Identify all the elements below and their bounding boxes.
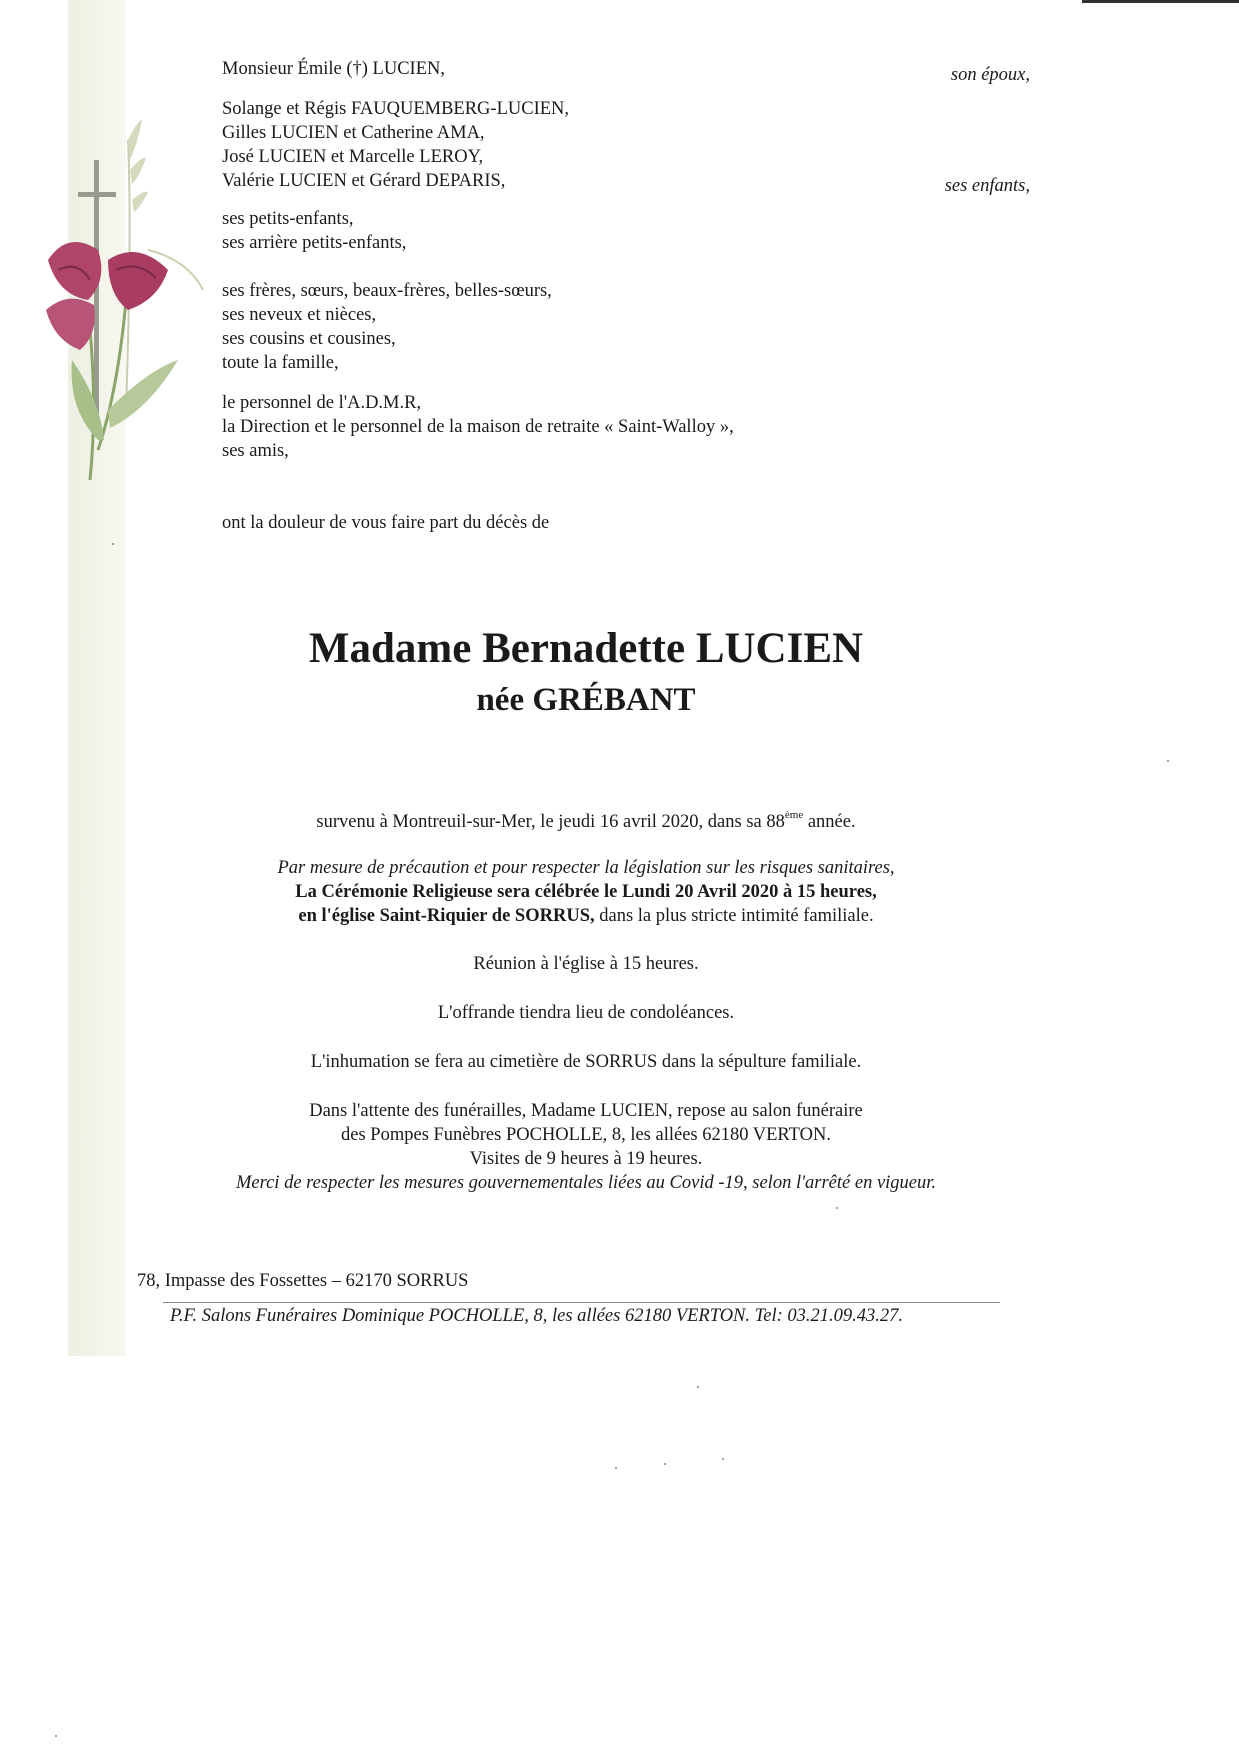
calla-lily-cross-icon — [28, 110, 208, 480]
spouse-name: Monsieur Émile (†) LUCIEN, — [222, 59, 445, 79]
ceremony-line: La Cérémonie Religieuse sera célébrée le Lundi 20 Avril 2020 à 15 heures, — [295, 882, 877, 902]
others-line: la Direction et le personnel de la maison de retraite « Saint-Walloy », — [222, 417, 734, 437]
child-line: José LUCIEN et Marcelle LEROY, — [222, 147, 484, 167]
covid-note: Merci de respecter les mesures gouvernementales liées au Covid -19, selon l'arrêté en vigueur. — [235, 1173, 937, 1193]
family-address: 78, Impasse des Fossettes – 62170 SORRUS — [137, 1271, 469, 1291]
visits-note: Visites de 9 heures à 19 heures. — [469, 1149, 703, 1169]
children-role: ses enfants, — [944, 176, 1030, 196]
footer-divider — [163, 1302, 1000, 1303]
maiden-name: née GRÉBANT — [476, 682, 696, 718]
precaution-note: Par mesure de précaution et pour respecter la législation sur les risques sanitaires, — [277, 858, 895, 878]
relatives-line: ses neveux et nièces, — [222, 305, 377, 325]
funeral-home-footer: P.F. Salons Funéraires Dominique POCHOLLE, 8, les allées 62180 VERTON. Tel: 03.21.09.43.27. — [170, 1306, 903, 1326]
child-line: Valérie LUCIEN et Gérard DEPARIS, — [222, 171, 506, 191]
death-notice: survenu à Montreuil-sur-Mer, le jeudi 16 avril 2020, dans sa 88ème année. — [316, 809, 856, 832]
grandchildren-line: ses petits-enfants, — [222, 209, 354, 229]
relatives-line: ses frères, sœurs, beaux-frères, belles-sœurs, — [222, 281, 552, 301]
grandchildren-line: ses arrière petits-enfants, — [222, 233, 407, 253]
burial-note: L'inhumation se fera au cimetière de SORRUS dans la sépulture familiale. — [310, 1052, 862, 1072]
spouse-role: son époux, — [950, 65, 1030, 85]
child-line: Gilles LUCIEN et Catherine AMA, — [222, 123, 485, 143]
deceased-name: Madame Bernadette LUCIEN — [308, 625, 864, 672]
scan-edge-line — [1080, 0, 1239, 3]
reunion-note: Réunion à l'église à 15 heures. — [473, 954, 699, 974]
announcement: ont la douleur de vous faire part du décès de — [222, 513, 550, 533]
ceremony-location: en l'église Saint-Riquier de SORRUS, dans la plus stricte intimité familiale. — [298, 906, 874, 926]
others-line: le personnel de l'A.D.M.R, — [222, 393, 422, 413]
relatives-line: ses cousins et cousines, — [222, 329, 396, 349]
rest-line: Dans l'attente des funérailles, Madame LUCIEN, repose au salon funéraire — [309, 1101, 863, 1121]
relatives-line: toute la famille, — [222, 353, 339, 373]
rest-line: des Pompes Funèbres POCHOLLE, 8, les allées 62180 VERTON. — [341, 1125, 831, 1145]
others-line: ses amis, — [222, 441, 289, 461]
offering-note: L'offrande tiendra lieu de condoléances. — [437, 1003, 735, 1023]
child-line: Solange et Régis FAUQUEMBERG-LUCIEN, — [222, 99, 570, 119]
